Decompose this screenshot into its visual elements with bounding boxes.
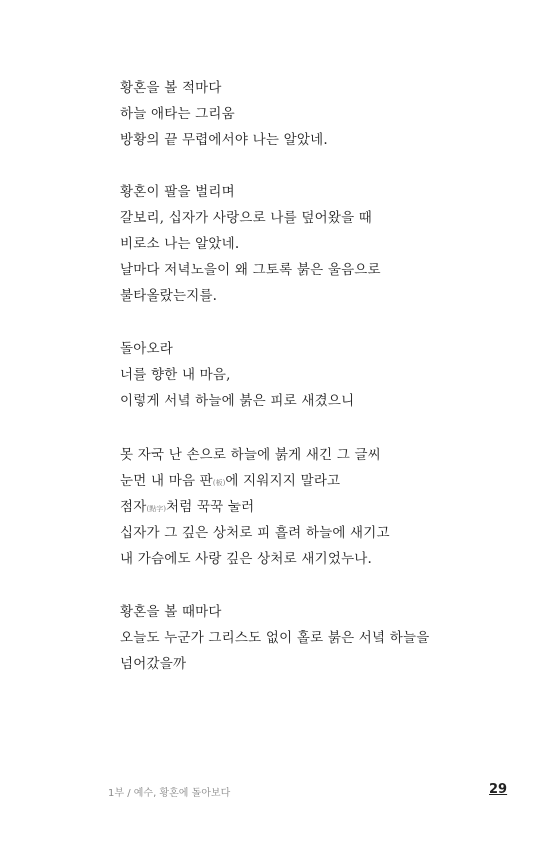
- poem-line: 황혼을 볼 적마다: [120, 80, 222, 96]
- poem-line: 십자가 그 깊은 상처로 피 흘려 하늘에 새기고: [120, 525, 390, 541]
- poem-line: 하늘 애타는 그리움: [120, 106, 235, 122]
- poem-line: 날마다 저녁노을이 왜 그토록 붉은 울음으로: [120, 262, 381, 278]
- poem-line: 내 가슴에도 사랑 깊은 상처로 새기었누나.: [120, 551, 373, 567]
- poem-line: 방황의 끝 무렵에서야 나는 알았네.: [120, 132, 328, 148]
- poem-text: 에 지워지지 말라고: [225, 473, 341, 489]
- poem-text: 점자: [120, 499, 147, 515]
- poem-line: [120, 472, 340, 492]
- poem-line: 너를 향한 내 마음,: [120, 367, 231, 383]
- running-footer: 1부 / 예수, 황혼에 돌아보다: [108, 788, 231, 799]
- poem-line: [120, 498, 254, 518]
- poem-line: 넘어갔을까: [120, 656, 187, 672]
- poem-line: 비로소 나는 알았네.: [120, 236, 240, 252]
- poem-line: 오늘도 누군가 그리스도 없이 홀로 붉은 서녘 하늘을: [120, 630, 430, 646]
- poem-line: 못 자국 난 손으로 하늘에 붉게 새긴 그 글씨: [120, 447, 382, 463]
- poem-text: 처럼 꾹꾹 눌러: [165, 499, 255, 515]
- poem-line: 갈보리, 십자가 사랑으로 나를 덮어왔을 때: [120, 210, 373, 226]
- poem-line: 황혼을 볼 때마다: [120, 604, 222, 620]
- hanja-annotation: (板): [212, 479, 226, 487]
- hanja-annotation: (點字): [146, 505, 166, 513]
- poem-line: 황혼이 팔을 벌리며: [120, 184, 235, 200]
- poem-text: 눈먼 내 마음 판: [120, 473, 213, 489]
- poem-line: 돌아오라: [120, 341, 173, 357]
- page-number: 29: [489, 782, 508, 797]
- poem-line: 불타올랐는지를.: [120, 288, 218, 304]
- poem-line: 이렇게 서녘 하늘에 붉은 피로 새겼으니: [120, 393, 355, 409]
